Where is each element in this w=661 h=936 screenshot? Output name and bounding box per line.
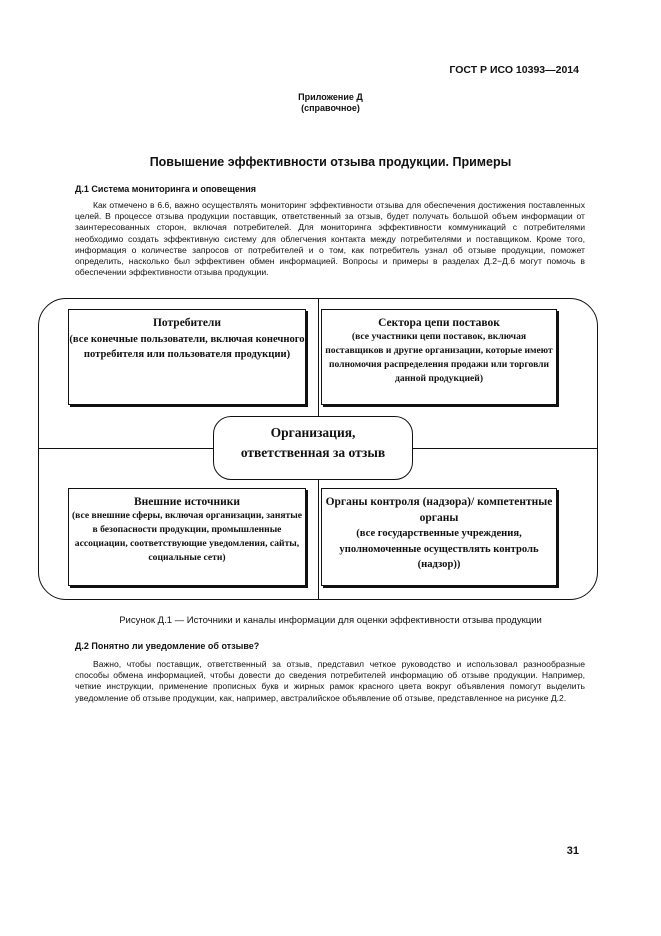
external-sources-title: Внешние источники xyxy=(133,496,240,508)
external-sources-desc: (все внешние сферы, включая организации, занятые в безопасности продукции, промышленные ассоциации, соответствующие уведомления, сайты, социальные сети) xyxy=(71,510,302,563)
figure-caption: Рисунок Д.1 — Источники и каналы информации для оценки эффективности отзыва продукции xyxy=(119,615,542,626)
regulators-box xyxy=(321,488,557,586)
annex-type: (справочное) xyxy=(301,103,360,113)
page-title: Повышение эффективности отзыва продукции. Примеры xyxy=(149,155,512,169)
consumers-desc: (все конечные пользователи, включая конечного потребителя или пользователя продукции) xyxy=(69,333,305,360)
consumers-title: Потребители xyxy=(152,317,222,329)
center-line-1: Организация, xyxy=(270,425,356,440)
supply-chain-title: Сектора цепи поставок xyxy=(378,317,500,329)
external-sources-box xyxy=(68,488,306,586)
section-heading-d1: Д.1 Система мониторинга и оповещения xyxy=(75,184,257,194)
standard-id: ГОСТ Р ИСО 10393—2014 xyxy=(449,64,579,76)
section-paragraph-d1: Как отмечено в 6.6, важно осуществлять мониторинг эффективности отзыва для обеспечения достижения поставленных целей. В процессе отзыва продукции поставщик, ответственный за отзыв, будет получать большой объем информации от заинтересованных сторон, включая потребителей. Для мониторинга эффективности коммуникаций с потребителями необходимо создать эффективную систему для облегчения контакта между потребителями и поставщиком. Кроме того, информация о количестве запросов от потребителей и о том, как потребитель узнал об отзыве продукции, поможет определить, насколько был эффективен обмен информацией. Вопросы и примеры в разделах Д.2−Д.6 могут помочь в обеспечении эффективности отзыва продукции. xyxy=(75,200,585,278)
regulators-title: Органы контроля (надзора)/ компетентные органы xyxy=(325,496,553,524)
annex-title: Приложение Д xyxy=(298,92,363,102)
consumers-box xyxy=(68,309,306,405)
section-paragraph-d2: Важно, чтобы поставщик, ответственный за отзыв, представил четкое руководство и использовал разнообразные способы обмена информацией, чтобы довести до сведения потребителей информацию об отзыве продукции. Например, четкие инструкции, применение прописных букв и жирных рамок красного цвета вокруг объявления помогут выделить уведомление об отзыве продукции, как, например, австралийское объявление об отзыве, представленное на рисунке Д.2. xyxy=(75,659,585,703)
page-number: 31 xyxy=(566,845,579,857)
center-line-2: ответственная за отзыв xyxy=(240,445,386,460)
supply-chain-desc: (все участники цепи поставок, включая поставщиков и другие организации, которые имеют полномочия распределения продажи или торговли данной продукцией) xyxy=(325,331,553,384)
regulators-desc: (все государственные учреждения, уполномоченные осуществлять контроль (надзор)) xyxy=(339,528,539,570)
section-heading-d2: Д.2 Понятно ли уведомление об отзыве? xyxy=(75,641,260,651)
supply-chain-box xyxy=(321,309,557,405)
organization-center-box xyxy=(213,416,413,480)
